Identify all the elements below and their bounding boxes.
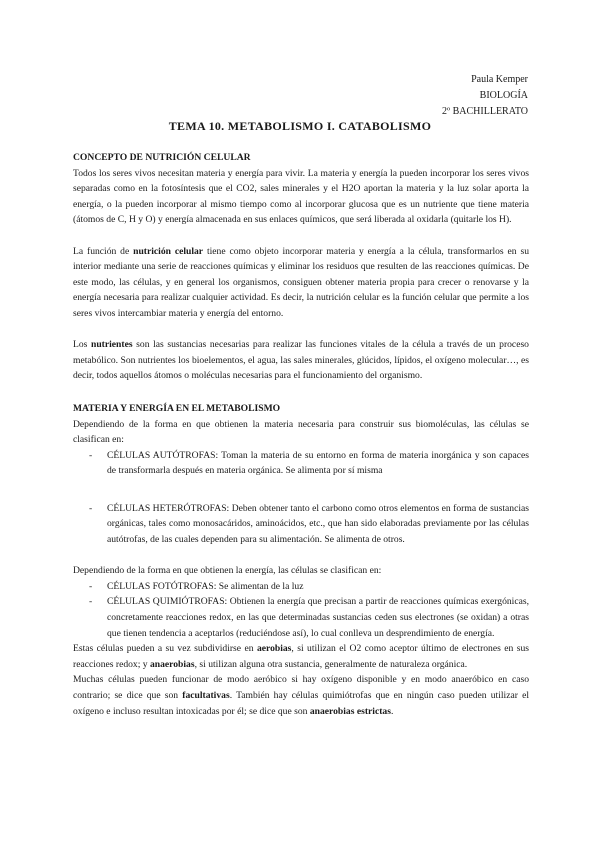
list-item-heterotrofas: - CÉLULAS HETERÓTROFAS: Deben obtener tanto el carbono como otros elementos en forma de sustancias orgánicas, tales como monosacáridos, aminoácidos, etc., que han sido elaboradas previamente por las células autótrofas, de las cuales dependen para su alimentación. Se alimenta de otros. [89, 502, 529, 546]
section-heading-nutricion: CONCEPTO DE NUTRICIÓN CELULAR [73, 152, 251, 163]
list-item-autotrofas: - CÉLULAS AUTÓTROFAS: Toman la materia de su entorno en forma de materia inorgánica y son capaces de transformarla después en materia orgánica. Se alimenta por sí misma [89, 449, 529, 477]
list-energia [73, 579, 529, 641]
document-header [442, 72, 528, 120]
course-name: 2º BACHILLERATO [442, 106, 528, 117]
term-anaerobias: anaerobias [149, 658, 195, 670]
term-aerobias: aerobias [256, 643, 292, 655]
document-title: TEMA 10. METABOLISMO I. CATABOLISMO [168, 119, 432, 133]
section-heading-materia-energia: MATERIA Y ENERGÍA EN EL METABOLISMO [73, 402, 281, 414]
paragraph-nutrientes: Los nutrientes son las sustancias necesarias para realizar las funciones vitales de la célula a través de un proceso metabólico. Son nutrientes los bioelementos, el agua, las sales minerales, glúcidos, lípidos, el oxígeno molecular…, es decir, todos aquellos átomos o moléculas necesarias para el funcionamiento del organismo. [73, 339, 529, 382]
list-materia [73, 448, 529, 548]
paragraph-materia-intro: Dependiendo de la forma en que obtienen la materia necesaria para construir sus biomoléculas, las células se clasifican en: [73, 418, 529, 446]
paragraph-aerobias-anaerobias: Estas células pueden a su vez subdividirse en aerobias, si utilizan el O2 como aceptor último de electrones en sus reacciones redox; y anaerobias, si utilizan alguna otra sustancia, generalmente de naturaleza orgánica. [73, 643, 529, 670]
list-item-quimiotrofas: - CÉLULAS QUIMIÓTROFAS: Obtienen la energía que precisan a partir de reacciones químicas exergónicas, concretamente reacciones redox, en las que determinadas sustancias ceden sus electrones (se oxidan) a otras que tienen tendencia a aceptarlos (reduciéndose así), lo cual conlleva un desprendimiento de energía. [89, 596, 529, 639]
paragraph-nutricion-celular: La función de nutrición celular tiene como objeto incorporar materia y energía a la célula, transformarlos en su interior mediante una serie de reacciones químicas y eliminar los residuos que resulten de las reacciones químicas. De este modo, las células, y en general los organismos, consiguen obtener materia propia para crecer o renovarse y la energía necesaria para realizar cualquier actividad. Es decir, la nutrición celular es la función celular que permite a los seres vivos intercambiar materia y energía del entorno. [73, 245, 529, 319]
paragraph-intro: Todos los seres vivos necesitan materia y energía para vivir. La materia y energía la pueden incorporar los seres vivos separadas como en la fotosíntesis que el CO2, sales minerales y el H2O aportan la materia y la luz solar aporta la energía, o la pueden incorporar al mismo tiempo como al incorporar glucosa que es un nutriente que tiene materia (átomos de C, H y O) y energía almacenada en sus enlaces químicos, que será liberada al oxidarla (quitarle los H). [73, 167, 529, 226]
term-nutricion-celular: nutrición celular [133, 245, 204, 257]
term-nutrientes: nutrientes [91, 339, 133, 351]
paragraph-energia-intro: Dependiendo de la forma en que obtienen la energía, las células se clasifican en: [73, 565, 382, 577]
author-name: Paula Kemper [471, 74, 528, 85]
subject-name: BIOLOGÍA [479, 90, 528, 101]
list-item-fototrofas: - CÉLULAS FOTÓTROFAS: Se alimentan de la luz [89, 580, 304, 592]
paragraph-facultativas: Muchas células pueden funcionar de modo aeróbico si hay oxígeno disponible y en modo anaeróbico en caso contrario; se dice que son facultativas. También hay células quimiótrofas que en ningún caso pueden utilizar el oxígeno e incluso resultan intoxicadas por él; se dice que son anaerobias estrictas. [73, 674, 530, 717]
document-body [73, 150, 529, 719]
term-anaerobias-estrictas: anaerobias estrictas [309, 705, 391, 717]
term-facultativas: facultativas [182, 690, 230, 701]
